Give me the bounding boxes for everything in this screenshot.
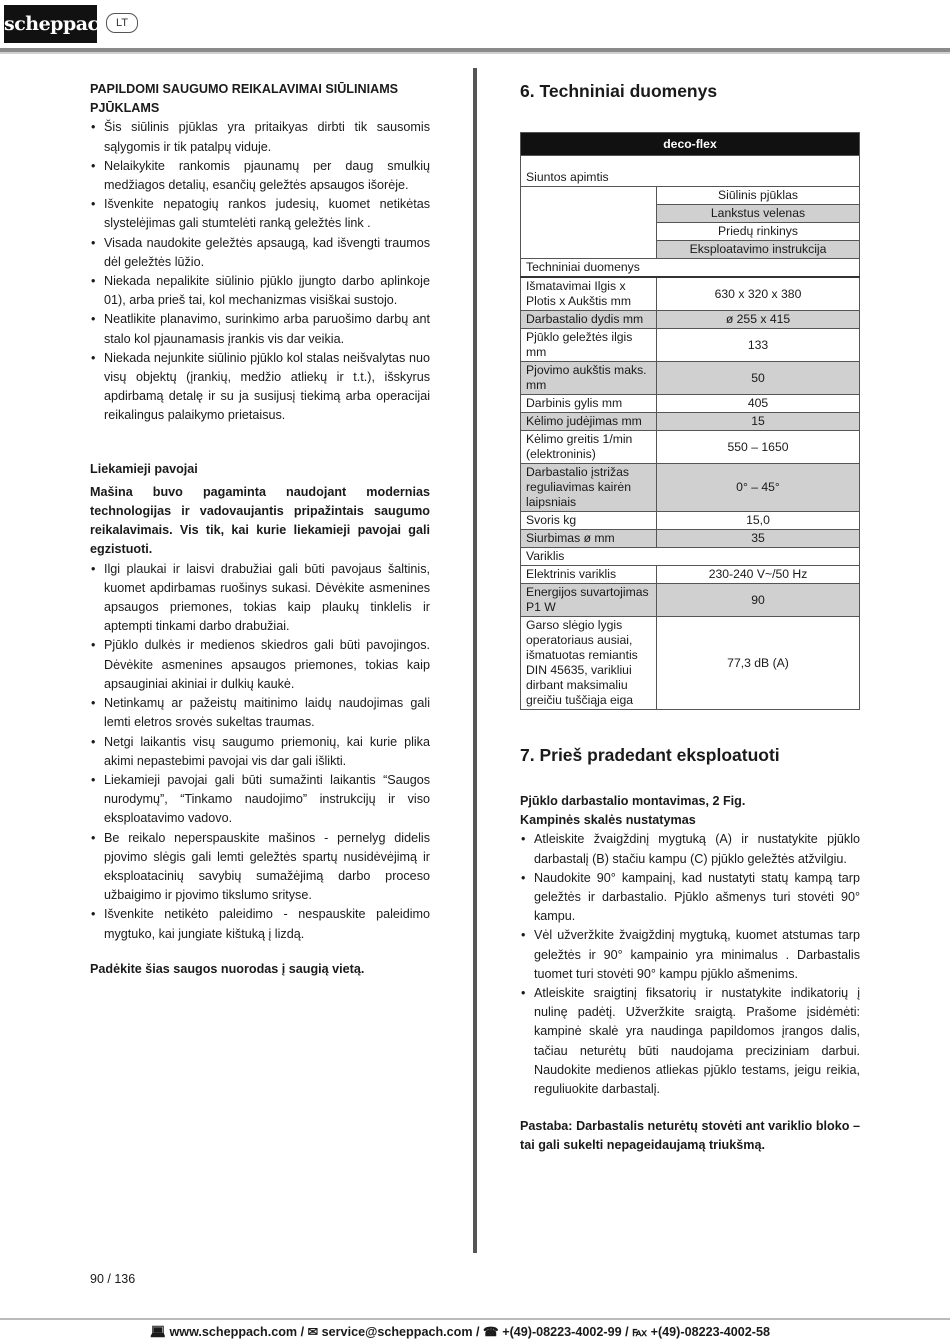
motor-rows	[521, 566, 860, 710]
page-number: 90 / 136	[90, 1272, 136, 1286]
scope-label: Siuntos apimtis	[521, 156, 860, 187]
spec-value: 15	[657, 413, 860, 431]
spec-row	[521, 566, 860, 584]
tech-data-title: 6. Techniniai duomenys	[520, 81, 718, 101]
list-item: • Niekada nejunkite siūlinio pjūklo kol stalas neišvalytas nuo visų objektų (įrankių, medžio atliekų ir t.t.), išskyrus apdirbamą detalę ir su ja susijusį tiekimą arba operacijai reikalingus palaikymo prietaisus.	[90, 349, 430, 426]
spec-rows	[521, 277, 860, 548]
list-item: • Išvenkite netikėto paleidimo - nespauskite paleidimo mygtuko, kai jungiate kištuką į lizdą.	[90, 905, 430, 943]
page-header	[0, 0, 950, 48]
list-item: • Ilgi plaukai ir laisvi drabužiai gali būti pavojaus šaltinis, kuomet apdirbamas ruošinys sukasi. Dėvėkite asmenines apsaugos priemones, tokias kaip plaukų tinklelis ir aptempti tinkami darbo drabužiai.	[90, 560, 430, 637]
list-item: • Netgi laikantis visų saugumo priemonių, kai kurie plika akimi nepastebimi pavojai vis dar gali išlikti.	[90, 733, 430, 771]
motor-label: Variklis	[521, 548, 860, 566]
scope-item: Siūlinis pjūklas	[657, 187, 860, 205]
spec-value: 405	[657, 395, 860, 413]
list-item: • Niekada nepalikite siūlinio pjūklo įjungto darbo aplinkoje 01), arba prieš tai, kol mechanizmas visiškai sustojo.	[90, 272, 430, 310]
spec-row	[521, 311, 860, 329]
contact-line: www.scheppach.com / ✉ service@scheppach.com / ☎ +(49)-08223-4002-99 / ℻ +(49)-08223-4002-58	[169, 1325, 771, 1339]
spec-row	[521, 362, 860, 395]
spec-table	[520, 132, 860, 710]
left-column	[90, 80, 430, 979]
spec-value: 35	[657, 530, 860, 548]
computer-icon: 💻︎	[150, 1325, 166, 1339]
safety-section-title: PAPILDOMI SAUGUMO REIKALAVIMAI SIŪLINIAMS PJŪKLAMS	[90, 82, 399, 116]
spec-label: Kėlimo judėjimas mm	[521, 413, 657, 431]
spec-value: 50	[657, 362, 860, 395]
spec-value: 15,0	[657, 512, 860, 530]
spec-value: 0° – 45°	[657, 464, 860, 512]
spec-value: 133	[657, 329, 860, 362]
spec-label: Pjovimo aukštis maks. mm	[521, 362, 657, 395]
spec-value: 550 – 1650	[657, 431, 860, 464]
list-item: • Išvenkite nepatogių rankos judesių, kuomet netikėtas slystelėjimas gali stumtelėti ranką geležtės link .	[90, 195, 430, 233]
prep-list	[520, 830, 860, 1099]
noise-note: Pastaba: Darbastalis neturėtų stovėti ant variklio bloko – tai gali sukelti nepageidaujamą triukšmą.	[520, 1119, 860, 1153]
spec-label: Išmatavimai Ilgis x Plotis x Aukštis mm	[521, 277, 657, 311]
right-column	[520, 80, 860, 102]
spec-row	[521, 512, 860, 530]
spec-value: ø 255 x 415	[657, 311, 860, 329]
spec-row	[521, 277, 860, 311]
spec-label: Darbastalio įstrižas reguliavimas kairėn laipsniais	[521, 464, 657, 512]
spec-label: Svoris kg	[521, 512, 657, 530]
list-item: • Visada naudokite geležtės apsaugą, kad išvengti traumos dėl geležtės lūžio.	[90, 234, 430, 272]
residual-risks-list	[90, 560, 430, 944]
spec-label: Darbinis gylis mm	[521, 395, 657, 413]
list-item: • Vėl užveržkite žvaigždinį mygtuką, kuomet atstumas tarp geležtės ir 90° kampainio yra minimalus . Darbastalis tuomet turi stovėti 90° kampu pjūklo ašmenims.	[520, 926, 860, 984]
scope-item: Priedų rinkinys	[657, 223, 860, 241]
spec-label: Elektrinis variklis	[521, 566, 657, 584]
footer-rule	[0, 1318, 950, 1320]
list-item: • Nelaikykite rankomis pjaunamų per daug smulkių medžiagos detalių, esančių geležtės apsaugos išorėje.	[90, 157, 430, 195]
list-item: • Šis siūlinis pjūklas yra pritaikyas dirbti tik sausomis sąlygomis ir tik patalpų viduje.	[90, 118, 430, 156]
scope-item: Eksploatavimo instrukcija	[657, 241, 860, 259]
spec-label: Siurbimas ø mm	[521, 530, 657, 548]
residual-risks-intro: Mašina buvo pagaminta naudojant modernias technologijas ir vadovaujantis pripažintais saugumo reikalavimais. Vis tik, kai kurie liekamieji pavojai gali egzistuoti.	[90, 484, 430, 557]
angle-scale-title: Kampinės skalės nustatymas	[520, 813, 696, 828]
spec-row	[521, 464, 860, 512]
language-badge: LT	[106, 13, 138, 33]
brand-logo: scheppach	[4, 5, 97, 43]
spec-value: 90	[657, 584, 860, 617]
safety-list	[90, 118, 430, 425]
residual-risks-title: Liekamieji pavojai	[90, 461, 198, 476]
header-rule-light	[0, 52, 950, 54]
spec-label: Energijos suvartojimas P1 W	[521, 584, 657, 617]
spec-row	[521, 413, 860, 431]
list-item: • Be reikalo neperspauskite mašinos - pernelyg didelis pjovimo slėgis gali lemti geležtės spartų nusidėvėjimą ir eksploatacinių savybių sumažėjimą darbo proceso užbaigimo ir pjovimo tikslumo srityse.	[90, 829, 430, 906]
column-divider	[473, 68, 477, 1253]
table-mount-title: Pjūklo darbastalio montavimas, 2 Fig.	[520, 794, 746, 808]
spec-value: 230-240 V~/50 Hz	[657, 566, 860, 584]
spec-row	[521, 530, 860, 548]
spec-row	[521, 617, 860, 710]
list-item: • Atleiskite žvaigždinį mygtuką (A) ir nustatykite pjūklo darbastalį (B) stačiu kampu (C) pjūklo geležtės atžvilgiu.	[520, 830, 860, 868]
list-item: • Pjūklo dulkės ir medienos skiedros gali būti pavojingos. Dėvėkite asmenines apsaugos priemones, tokias kaip apsauginiai akiniai ir dulkių kaukė.	[90, 636, 430, 694]
list-item: • Naudokite 90° kampainį, kad nustatyti statų kampą tarp geležtės ir darbastalio. Pjūklo ašmenys turi stovėti 90° kampu.	[520, 869, 860, 927]
spec-row	[521, 431, 860, 464]
tech-label: Techniniai duomenys	[521, 259, 860, 278]
prep-title: 7. Prieš pradedant eksploatuoti	[520, 745, 780, 765]
footer-contact	[150, 1324, 950, 1340]
list-item: • Atleiskite sraigtinį fiksatorių ir nustatykite indikatorių į nulinę padėtį. Užveržkite sraigtą. Prašome įsidėmėti: kampinė skalė yra naudinga papildomos įrangos dalis, tačiau neturėtų būti naudojama preciziniam darbui. Naudokite medienos atliekas pjūklo testams, jeigu reikia, reguliuokite darbastalį.	[520, 984, 860, 1099]
spec-row	[521, 329, 860, 362]
spec-value: 630 x 320 x 380	[657, 277, 860, 311]
spec-label: Garso slėgio lygis operatoriaus ausiai, išmatuotas remiantis DIN 45635, varikliui dirbant maksimaliu greičiu tuščiąja eiga	[521, 617, 657, 710]
list-item: • Netinkamų ar pažeistų maitinimo laidų naudojimas gali lemti eletros srovės sukeltas traumas.	[90, 694, 430, 732]
spec-label: Kėlimo greitis 1/min (elektroninis)	[521, 431, 657, 464]
scope-item: Lankstus velenas	[657, 205, 860, 223]
spec-row	[521, 584, 860, 617]
list-item: • Liekamieji pavojai gali būti sumažinti laikantis “Saugos nurodymų”, “Tinkamo naudojimo” instrukcijų ir viso eksploatavimo vadovo.	[90, 771, 430, 829]
spec-label: Darbastalio dydis mm	[521, 311, 657, 329]
table-header: deco-flex	[521, 133, 860, 156]
spec-row	[521, 395, 860, 413]
spec-label: Pjūklo geležtės ilgis mm	[521, 329, 657, 362]
closing-note: Padėkite šias saugos nuorodas į saugią vietą.	[90, 961, 365, 976]
prep-section	[520, 744, 860, 1156]
spec-value: 77,3 dB (A)	[657, 617, 860, 710]
list-item: • Neatlikite planavimo, surinkimo arba paruošimo darbų ant stalo kol pjaunamasis įrankis vis dar veikia.	[90, 310, 430, 348]
